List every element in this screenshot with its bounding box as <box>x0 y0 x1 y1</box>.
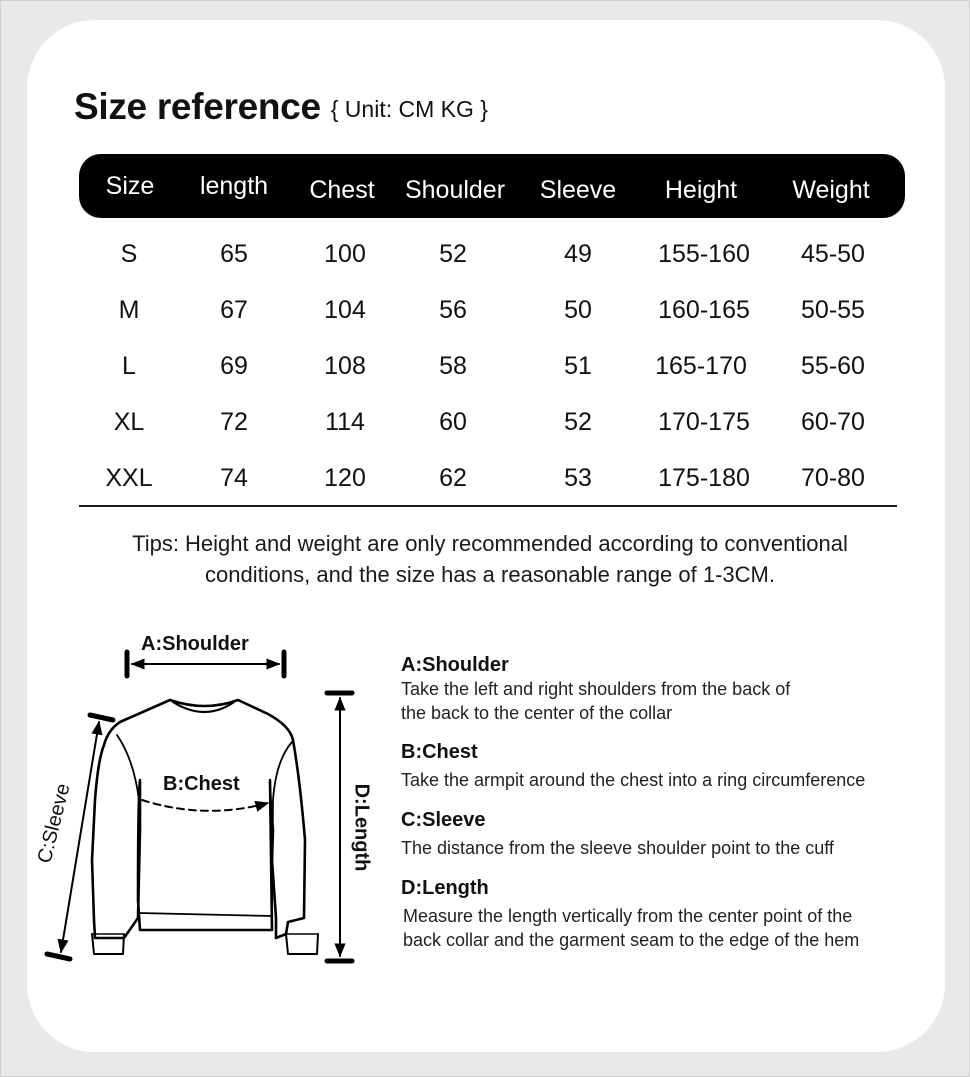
cell-size: XXL <box>105 464 153 492</box>
cell-weight: 45-50 <box>801 240 865 268</box>
title-unit: { Unit: CM KG } <box>330 96 488 122</box>
cell-size: XL <box>113 408 145 436</box>
cell-sleeve: 49 <box>564 240 592 268</box>
cell-shoulder: 58 <box>439 352 467 380</box>
cell-chest: 120 <box>324 464 366 492</box>
measurement-heading: A:Shoulder <box>401 654 509 676</box>
measurement-sleeve <box>401 808 951 860</box>
measurement-chest <box>401 740 951 792</box>
cell-shoulder: 52 <box>439 240 467 268</box>
cell-chest: 108 <box>324 352 366 380</box>
cell-sleeve: 52 <box>564 408 592 436</box>
sleeve-tick-top <box>90 715 113 720</box>
col-header-sleeve: Sleeve <box>539 176 617 204</box>
tips-line-2: conditions, and the size has a reasonable range of 1-3CM. <box>205 562 775 587</box>
cell-height: 160-165 <box>658 296 750 324</box>
cell-height: 175-180 <box>658 464 750 492</box>
cell-chest: 104 <box>324 296 366 324</box>
col-header-height: Height <box>664 176 738 204</box>
sleeve-tick-bottom <box>47 954 70 959</box>
col-header-weight: Weight <box>792 176 870 204</box>
cell-sleeve: 51 <box>564 352 592 380</box>
diagram-label-shoulder: A:Shoulder <box>141 633 249 655</box>
measurement-heading: D:Length <box>401 877 489 899</box>
diagram-label-sleeve: C:Sleeve <box>33 781 75 866</box>
cell-height: 155-160 <box>658 240 750 268</box>
cell-sleeve: 50 <box>564 296 592 324</box>
cell-shoulder: 60 <box>439 408 467 436</box>
cell-length: 72 <box>220 408 248 436</box>
measurement-text: Take the left and right shoulders from the back of <box>401 679 791 699</box>
cell-length: 74 <box>220 464 248 492</box>
title-main: Size reference <box>74 86 321 127</box>
col-header-shoulder: Shoulder <box>404 176 506 204</box>
cell-length: 67 <box>220 296 248 324</box>
col-header-size: Size <box>105 172 155 200</box>
cell-size: M <box>118 296 140 324</box>
cell-sleeve: 53 <box>564 464 592 492</box>
cell-chest: 100 <box>324 240 366 268</box>
measurement-text: Take the armpit around the chest into a ring circumference <box>401 770 866 790</box>
cell-height: 165-170 <box>655 352 747 380</box>
measurement-text: back collar and the garment seam to the edge of the hem <box>403 930 860 950</box>
measurement-heading: B:Chest <box>401 741 478 763</box>
measurement-text: Measure the length vertically from the center point of the <box>403 906 853 926</box>
tips-line-1: Tips: Height and weight are only recommended according to conventional <box>132 531 848 556</box>
cell-weight: 70-80 <box>801 464 865 492</box>
cell-length: 65 <box>220 240 248 268</box>
measurement-length <box>401 876 951 952</box>
cell-shoulder: 62 <box>439 464 467 492</box>
diagram-label-chest: B:Chest <box>163 773 240 795</box>
cell-height: 170-175 <box>658 408 750 436</box>
cell-weight: 55-60 <box>801 352 865 380</box>
cell-shoulder: 56 <box>439 296 467 324</box>
cell-weight: 60-70 <box>801 408 865 436</box>
diagram-label-length: D:Length <box>350 783 373 872</box>
cell-weight: 50-55 <box>801 296 865 324</box>
col-header-length: length <box>199 172 269 200</box>
measurement-shoulder <box>401 653 951 725</box>
col-header-chest: Chest <box>309 176 375 204</box>
measurement-text: the back to the center of the collar <box>401 703 673 723</box>
chest-arrow-icon <box>142 800 268 811</box>
measurement-heading: C:Sleeve <box>401 809 486 831</box>
cell-length: 69 <box>220 352 248 380</box>
measurement-text: The distance from the sleeve shoulder point to the cuff <box>401 838 834 858</box>
cell-size: L <box>122 352 136 380</box>
cell-size: S <box>120 240 138 268</box>
cell-chest: 114 <box>325 408 365 436</box>
